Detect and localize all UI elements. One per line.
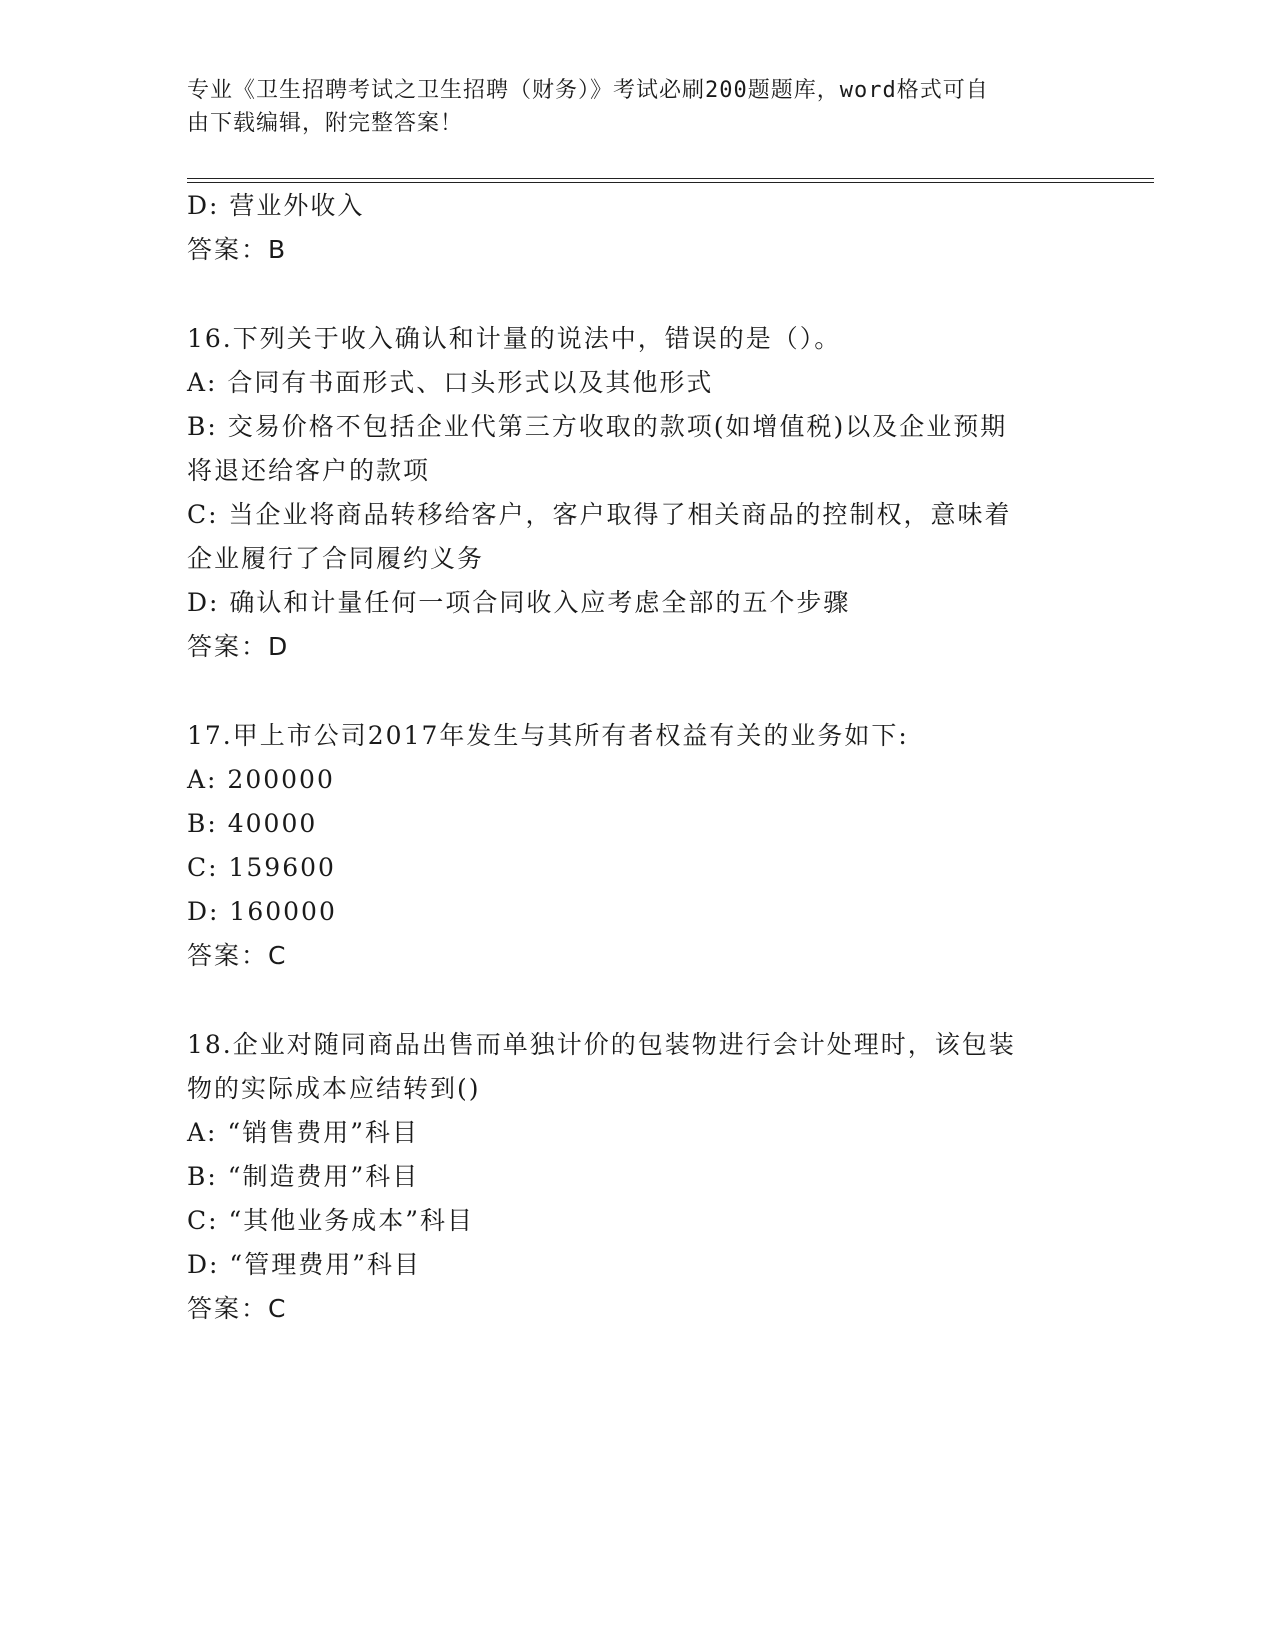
- document-header: [187, 74, 1067, 140]
- q18-question-line-2: 物的实际成本应结转到(): [187, 1074, 481, 1103]
- q16-question: 16.下列关于收入确认和计量的说法中，错误的是（）。: [187, 324, 842, 353]
- header-line-1: 专业《卫生招聘考试之卫生招聘（财务）》考试必刷200题题库，word格式可自: [187, 78, 989, 103]
- header-line-2: 由下载编辑，附完整答案！: [187, 111, 464, 136]
- q17-answer: 答案：C: [187, 941, 288, 970]
- q18-answer: 答案：C: [187, 1294, 288, 1323]
- q18-option-a: A: “销售费用”科目: [187, 1118, 419, 1147]
- header-divider-bottom: [187, 182, 1154, 183]
- q16-option-c-line-2: 企业履行了合同履约义务: [187, 544, 485, 573]
- q18-option-d: D: “管理费用”科目: [187, 1250, 421, 1279]
- q17-option-d: D: 160000: [187, 897, 337, 926]
- q18-option-c: C: “其他业务成本”科目: [187, 1206, 475, 1235]
- q17-option-c: C: 159600: [187, 853, 336, 882]
- q16-option-a: A: 合同有书面形式、口头形式以及其他形式: [187, 368, 714, 397]
- q17-question: 17.甲上市公司2017年发生与其所有者权益有关的业务如下:: [187, 721, 909, 750]
- q16-option-b-line-1: B: 交易价格不包括企业代第三方收取的款项(如增值税)以及企业预期: [187, 412, 1008, 441]
- q15-answer: 答案：B: [187, 235, 288, 264]
- q16-option-c-line-1: C: 当企业将商品转移给客户，客户取得了相关商品的控制权，意味着: [187, 500, 1012, 529]
- q18-question-line-1: 18.企业对随同商品出售而单独计价的包装物进行会计处理时，该包装: [187, 1030, 1016, 1059]
- q16-option-b-line-2: 将退还给客户的款项: [187, 456, 431, 485]
- q16-answer: 答案：D: [187, 632, 290, 661]
- q17-option-a: A: 200000: [187, 765, 335, 794]
- q15-option-d: D: 营业外收入: [187, 191, 365, 220]
- q18-option-b: B: “制造费用”科目: [187, 1162, 420, 1191]
- q16-option-d: D: 确认和计量任何一项合同收入应考虑全部的五个步骤: [187, 588, 851, 617]
- header-divider-top: [187, 178, 1154, 179]
- q17-option-b: B: 40000: [187, 809, 318, 838]
